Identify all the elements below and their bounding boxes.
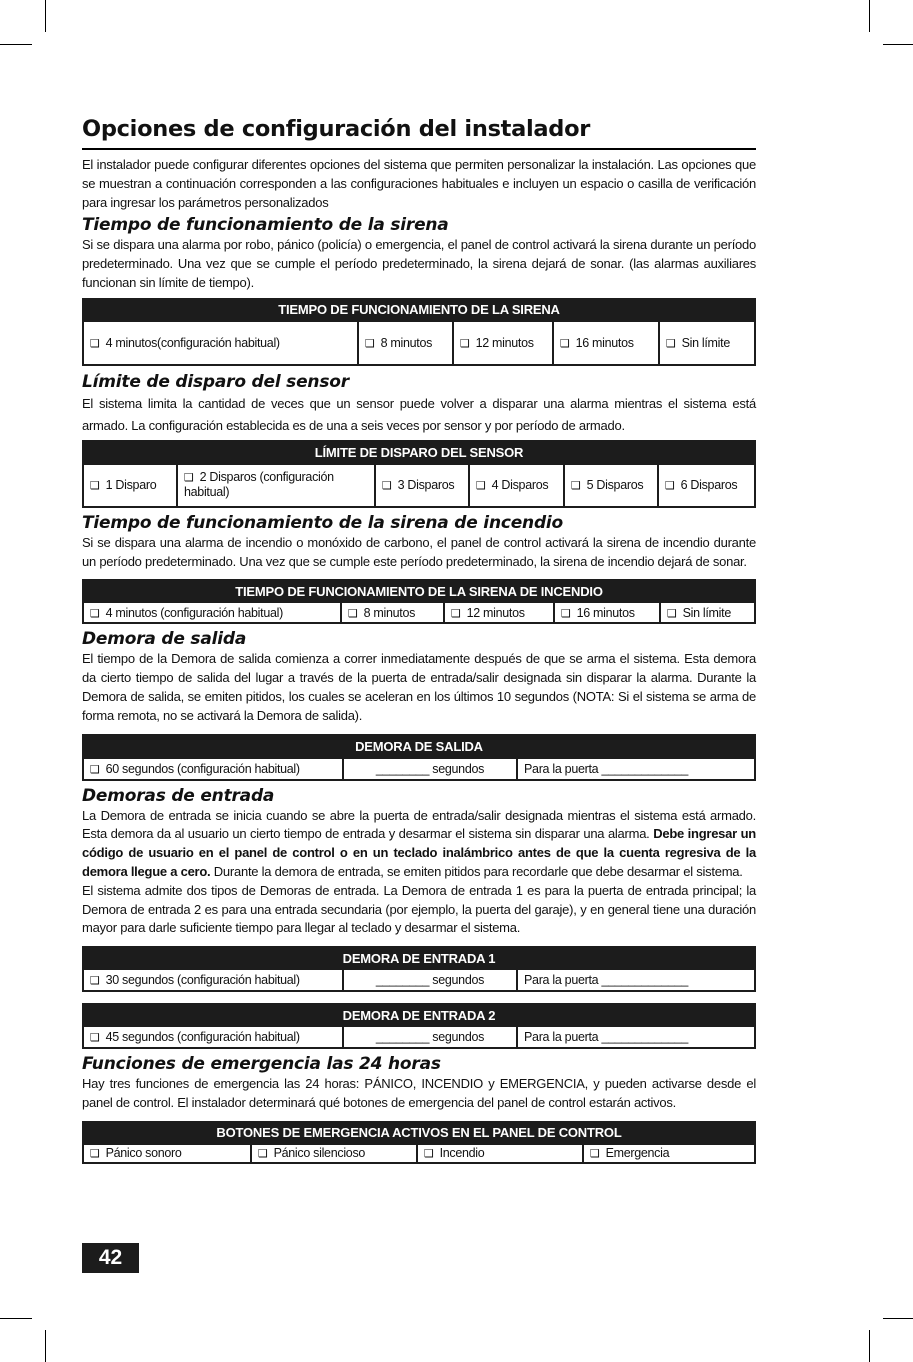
option-checkbox[interactable] <box>83 464 177 507</box>
checkbox-icon: ❑ <box>348 606 358 620</box>
option-label: Incendio <box>439 1146 485 1161</box>
checkbox-icon: ❑ <box>451 606 461 620</box>
section-text-exit: El tiempo de la Demora de salida comienza a correr inmediatamente después de que se arma el sistema. Esta demora da cierto tiempo de salida del lugar a través de la puerta de entrada/salir designada sin disparar la alarma. Durante la Demora de salida, se emiten pitidos, los cuales se aceleran en los últimos 10 segundos (NOTA: Si el sistema se arma de forma remota, no se activará la Demora de salida). <box>82 651 756 723</box>
seconds-field[interactable]: ________ segundos <box>343 758 517 780</box>
checkbox-icon: ❑ <box>424 1147 434 1161</box>
option-checkbox[interactable] <box>564 464 658 507</box>
section-text-sensor: El sistema limita la cantidad de veces que un sensor puede volver a disparar una alarma mientras el sistema está armado. La configuración establecida es de una a seis veces por sensor y por período de armado. <box>82 395 756 433</box>
checkbox-icon: ❑ <box>667 606 677 620</box>
door-field[interactable]: Para la puerta _____________ <box>517 969 755 991</box>
option-label: 16 minutos <box>575 335 634 350</box>
section-text-emergency: Hay tres funciones de emergencia las 24 horas: PÁNICO, INCENDIO y EMERGENCIA, y pueden activarse desde el panel de control. El instalador determinará qué botones de emergencia del panel de control estarán activos. <box>82 1076 756 1110</box>
crop-mark <box>45 1330 46 1362</box>
option-label: 8 minutos <box>363 605 416 620</box>
checkbox-icon: ❑ <box>476 479 486 493</box>
checkbox-icon: ❑ <box>460 336 470 350</box>
option-checkbox[interactable] <box>83 602 341 623</box>
option-label: Sin límite <box>682 605 731 620</box>
entry-text-part: La Demora de entrada se inicia cuando se abre la puerta de entrada/salir designada mientras el sistema está armado. Esta demora da al usuario un cierto tiempo de entrada y desarmar el sistema sin disparar una alarma. <box>82 807 756 842</box>
section-text-entry <box>82 807 756 882</box>
crop-mark <box>869 0 870 32</box>
option-label: Pánico sonoro <box>105 1146 182 1161</box>
checkbox-icon: ❑ <box>382 479 392 493</box>
option-checkbox[interactable] <box>553 321 659 365</box>
door-field[interactable]: Para la puerta _____________ <box>517 1026 755 1048</box>
checkbox-icon: ❑ <box>90 479 100 493</box>
option-checkbox[interactable] <box>83 969 343 991</box>
page-title: Opciones de configuración del instalador <box>82 114 756 150</box>
seconds-field[interactable]: ________ segundos <box>343 969 517 991</box>
entry-text-bold: Debe ingresar un código de usuario en el panel de control o en un teclado inalámbrico antes de que la cuenta regresiva de la demora llegue a cero. <box>82 826 756 879</box>
seconds-field[interactable]: ________ segundos <box>343 1026 517 1048</box>
checkbox-icon: ❑ <box>90 1031 100 1045</box>
crop-mark <box>0 44 32 45</box>
option-checkbox[interactable] <box>453 321 553 365</box>
table-header: DEMORA DE ENTRADA 2 <box>83 1004 755 1026</box>
exit-delay-table <box>82 734 756 781</box>
crop-mark <box>883 44 913 45</box>
checkbox-icon: ❑ <box>590 1147 600 1161</box>
table-header: LÍMITE DE DISPARO DEL SENSOR <box>83 441 755 464</box>
crop-mark <box>45 0 46 32</box>
page-number: 42 <box>82 1243 139 1273</box>
option-checkbox[interactable] <box>358 321 453 365</box>
checkbox-icon: ❑ <box>665 479 675 493</box>
section-heading-emergency: Funciones de emergencia las 24 horas <box>82 1054 441 1075</box>
option-checkbox[interactable] <box>177 464 375 507</box>
option-label: 3 Disparos <box>397 478 455 493</box>
option-label: 12 minutos <box>466 605 525 620</box>
option-label: 16 minutos <box>576 605 635 620</box>
section-heading-fire: Tiempo de funcionamiento de la sirena de incendio <box>82 512 564 533</box>
option-label: Emergencia <box>605 1146 670 1161</box>
option-label: 6 Disparos <box>680 478 738 493</box>
table-header: TIEMPO DE FUNCIONAMIENTO DE LA SIRENA <box>83 299 755 321</box>
section-heading-entry: Demoras de entrada <box>82 785 275 806</box>
checkbox-icon: ❑ <box>571 479 581 493</box>
checkbox-icon: ❑ <box>90 974 100 988</box>
section-heading-siren: Tiempo de funcionamiento de la sirena <box>82 215 449 236</box>
option-label: 12 minutos <box>475 335 534 350</box>
option-label: 8 minutos <box>380 335 433 350</box>
table-header: BOTONES DE EMERGENCIA ACTIVOS EN EL PANEL DE CONTROL <box>83 1122 755 1144</box>
option-label: 30 segundos (configuración habitual) <box>105 973 300 988</box>
checkbox-icon: ❑ <box>184 471 194 485</box>
section-heading-exit: Demora de salida <box>82 629 247 650</box>
option-label: 1 Disparo <box>105 478 157 493</box>
option-checkbox[interactable] <box>660 602 755 623</box>
option-checkbox[interactable] <box>83 321 358 365</box>
checkbox-icon: ❑ <box>90 762 100 776</box>
option-checkbox[interactable] <box>417 1144 583 1163</box>
option-label: 4 minutos (configuración habitual) <box>105 605 283 620</box>
entry-text-part: Durante la demora de entrada, se emiten pitidos para recordarle que debe desarmar el sistema. <box>210 863 743 879</box>
checkbox-icon: ❑ <box>561 606 571 620</box>
checkbox-icon: ❑ <box>258 1147 268 1161</box>
option-checkbox[interactable] <box>375 464 469 507</box>
door-field[interactable]: Para la puerta _____________ <box>517 758 755 780</box>
option-label: 5 Disparos <box>586 478 644 493</box>
section-text-siren: Si se dispara una alarma por robo, pánico (policía) o emergencia, el panel de control activará la sirena durante un período predeterminado. Una vez que se cumple el período predeterminado, la sirena dejará de sonar. (las alarmas auxiliares funcionan sin límite de tiempo). <box>82 237 756 290</box>
checkbox-icon: ❑ <box>90 606 100 620</box>
checkbox-icon: ❑ <box>666 336 676 350</box>
crop-mark <box>869 1330 870 1362</box>
intro-text: El instalador puede configurar diferentes opciones del sistema que permiten personalizar la instalación. Las opciones que se muestran a continuación corresponden a las configuraciones habituales e incluyen un espacio o casilla de verificación para ingresar los parámetros personalizados <box>82 157 756 210</box>
option-checkbox[interactable] <box>83 1026 343 1048</box>
option-label: Pánico silencioso <box>273 1146 366 1161</box>
fire-siren-table <box>82 579 756 624</box>
entry-delay-1-table <box>82 946 756 992</box>
option-label: Sin límite <box>681 335 730 350</box>
sensor-limit-table <box>82 440 756 508</box>
table-header: DEMORA DE SALIDA <box>83 735 755 758</box>
checkbox-icon: ❑ <box>560 336 570 350</box>
option-label: 4 Disparos <box>491 478 549 493</box>
option-checkbox[interactable] <box>83 758 343 780</box>
checkbox-icon: ❑ <box>90 1147 100 1161</box>
option-label: 4 minutos(configuración habitual) <box>105 335 280 350</box>
option-checkbox[interactable] <box>83 1144 251 1163</box>
option-label: 45 segundos (configuración habitual) <box>105 1030 300 1045</box>
siren-time-table <box>82 298 756 366</box>
option-checkbox[interactable] <box>341 602 444 623</box>
page-content <box>82 114 756 1164</box>
option-checkbox[interactable] <box>554 602 660 623</box>
emergency-buttons-table <box>82 1121 756 1164</box>
checkbox-icon: ❑ <box>90 336 100 350</box>
option-checkbox[interactable] <box>583 1144 755 1163</box>
section-text-fire: Si se dispara una alarma de incendio o monóxido de carbono, el panel de control activará la sirena de incendio durante un período predeterminado. Una vez que se cumple este período predeterminado, la sirena de incendio dejará de sonar. <box>82 534 756 569</box>
table-header: DEMORA DE ENTRADA 1 <box>83 947 755 969</box>
option-label: 2 Disparos (configuración habitual) <box>184 470 334 500</box>
option-checkbox[interactable] <box>659 321 755 365</box>
option-checkbox[interactable] <box>251 1144 417 1163</box>
option-checkbox[interactable] <box>658 464 755 507</box>
checkbox-icon: ❑ <box>365 336 375 350</box>
section-text-entry-types: El sistema admite dos tipos de Demoras de entrada. La Demora de entrada 1 es para la puerta de entrada principal; la Demora de entrada 2 es para una entrada secundaria (por ejemplo, la puerta del garaje), y en general tiene una duración mayor para darle suficiente tiempo para llegar al teclado y desarmar el sistema. <box>82 882 756 936</box>
table-header: TIEMPO DE FUNCIONAMIENTO DE LA SIRENA DE INCENDIO <box>83 580 755 602</box>
option-checkbox[interactable] <box>469 464 564 507</box>
crop-mark <box>883 1318 913 1319</box>
option-checkbox[interactable] <box>444 602 554 623</box>
section-heading-sensor: Límite de disparo del sensor <box>82 371 349 392</box>
entry-delay-2-table <box>82 1003 756 1049</box>
option-label: 60 segundos (configuración habitual) <box>105 761 300 776</box>
crop-mark <box>0 1318 32 1319</box>
